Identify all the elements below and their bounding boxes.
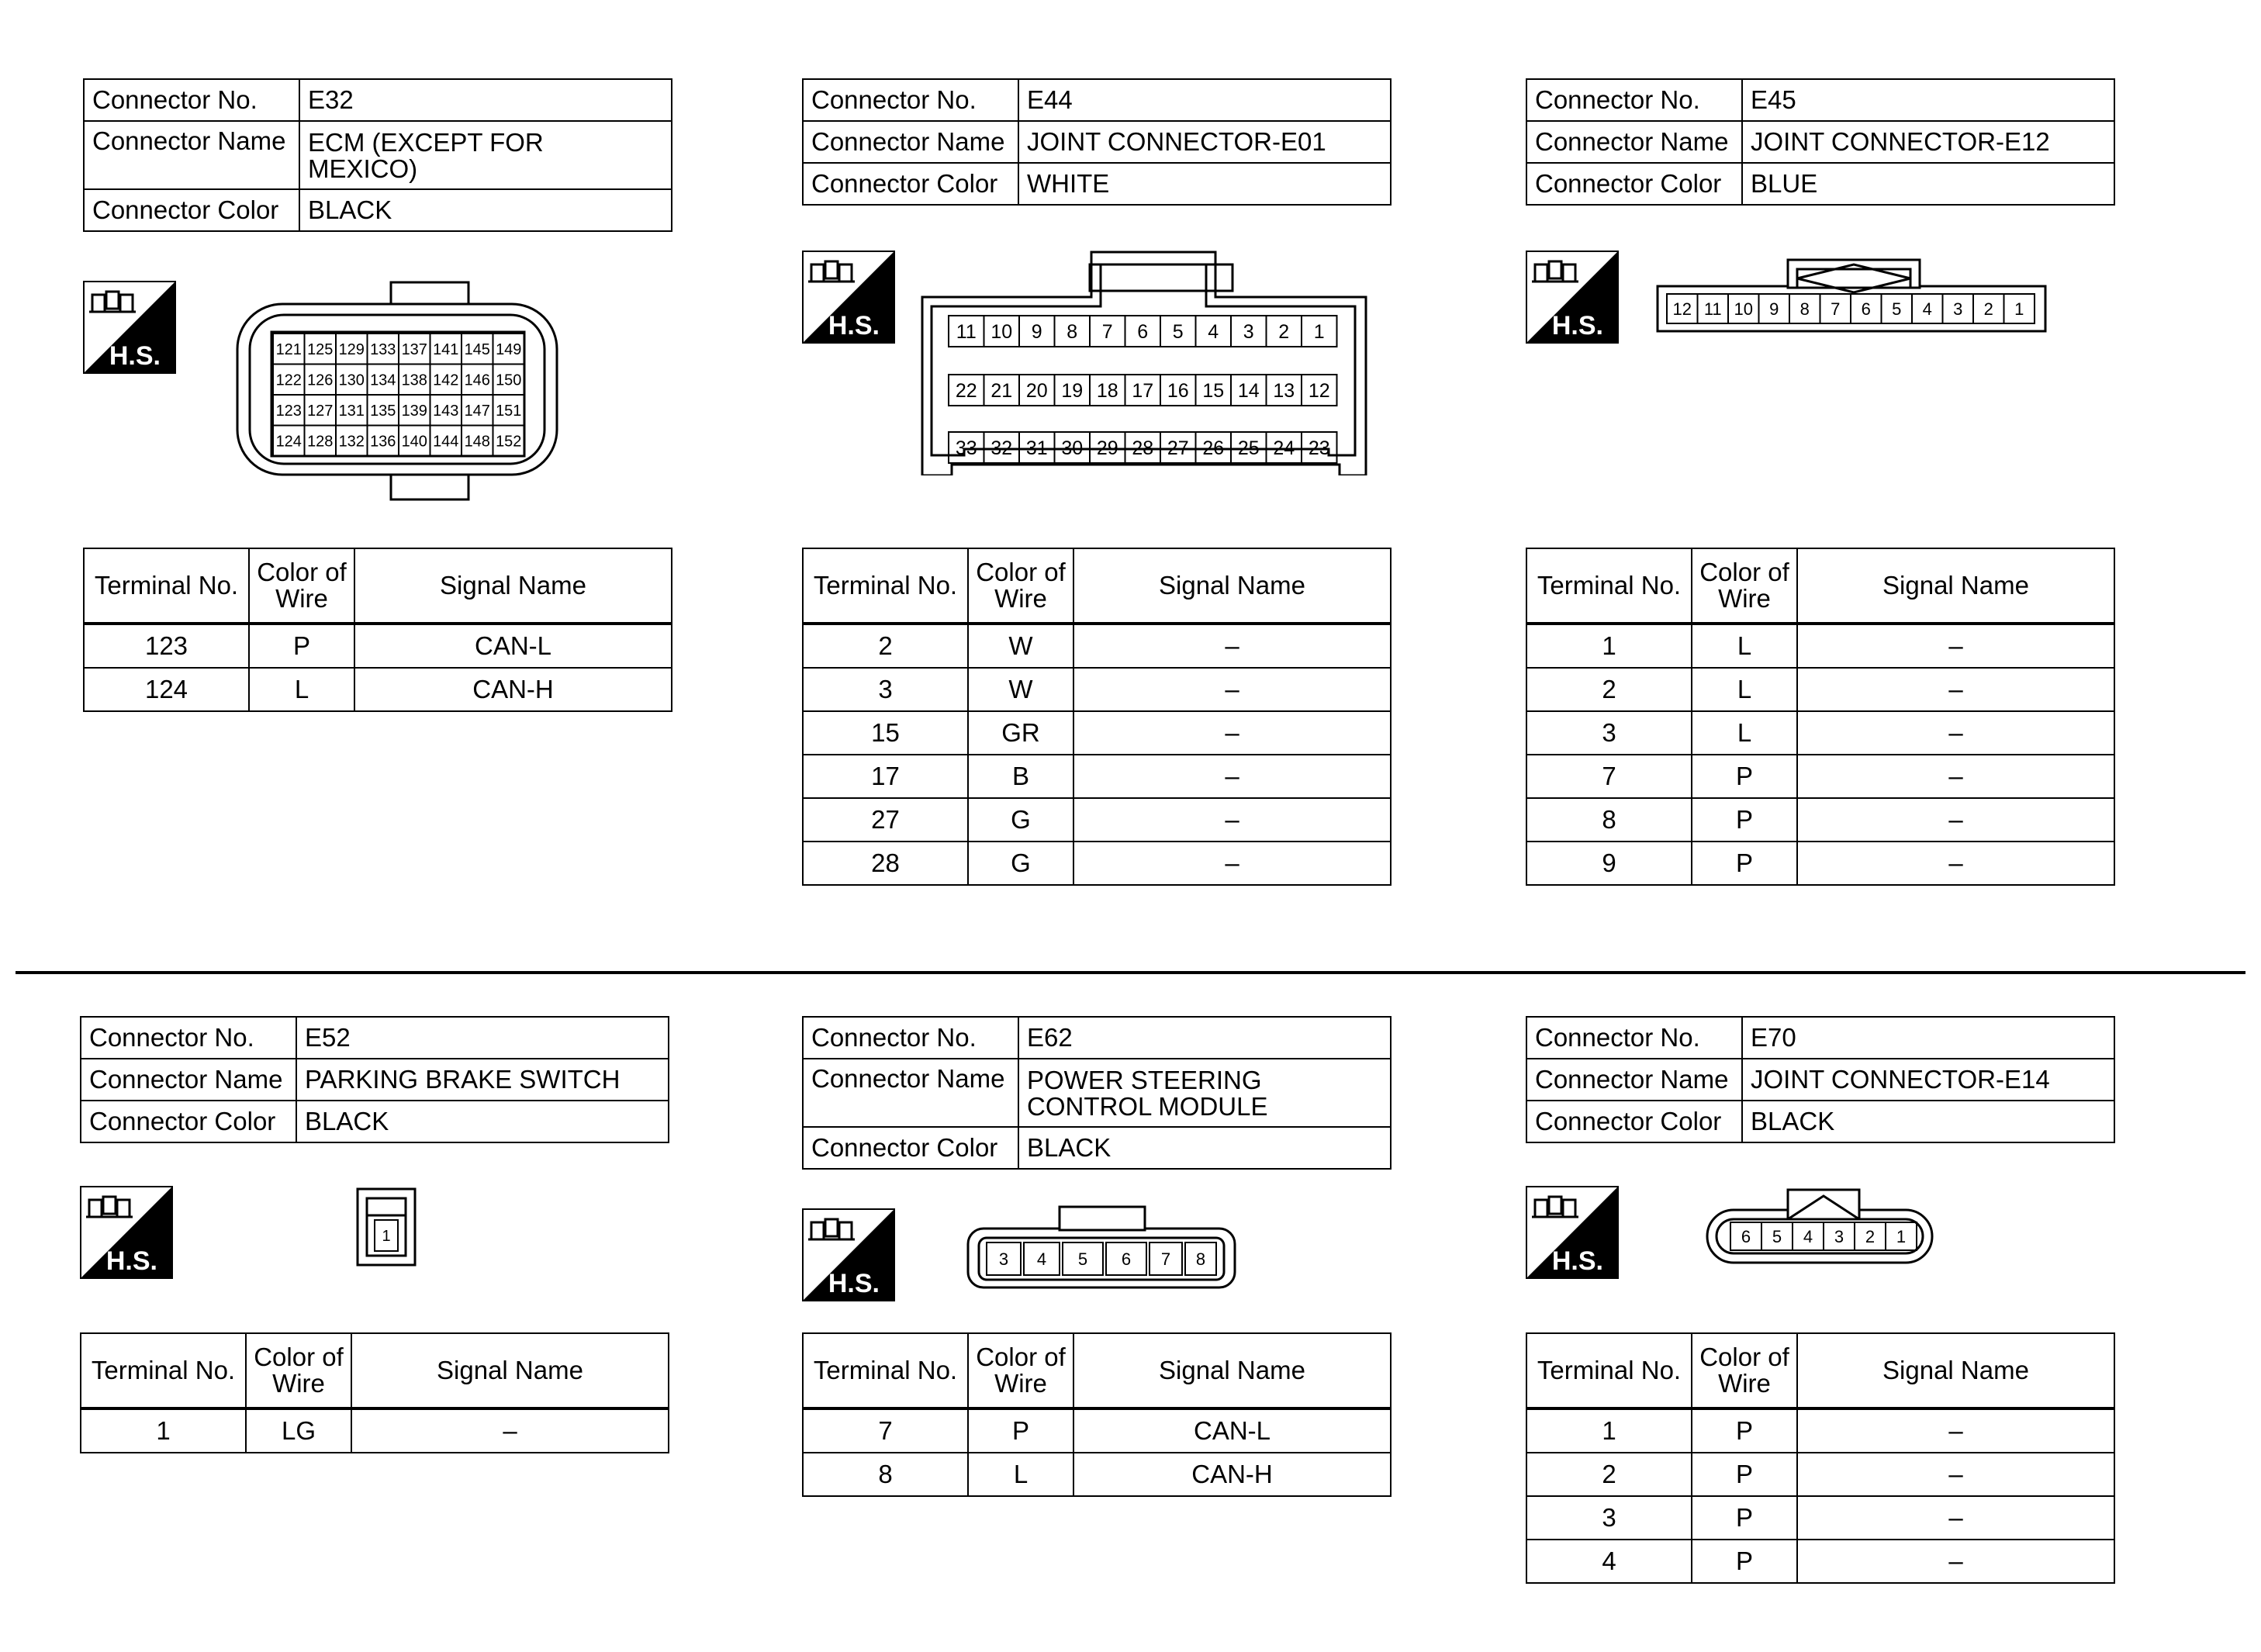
connector-name-label: Connector Name bbox=[1526, 121, 1742, 163]
wire-color-cell: P bbox=[1692, 1453, 1797, 1496]
pin-number: 22 bbox=[955, 380, 977, 402]
pin-number: 150 bbox=[496, 372, 522, 389]
pin-number: 5 bbox=[1772, 1226, 1782, 1246]
connector-name-value: JOINT CONNECTOR-E14 bbox=[1742, 1059, 2114, 1101]
wire-color-header: Color of Wire bbox=[246, 1333, 351, 1408]
signal-name-cell: – bbox=[1797, 668, 2114, 711]
pin-number: 33 bbox=[955, 437, 977, 459]
signal-name-cell: – bbox=[1073, 711, 1391, 755]
connector-color-value: BLACK bbox=[296, 1101, 669, 1142]
connector-no-label: Connector No. bbox=[81, 1017, 296, 1059]
pin-number: 2 bbox=[1983, 299, 1993, 319]
pin-number: 1 bbox=[2014, 299, 2024, 319]
wire-color-cell: P bbox=[1692, 798, 1797, 842]
pin-number: 136 bbox=[370, 433, 396, 451]
wire-color-cell: GR bbox=[968, 711, 1073, 755]
pin-number: 6 bbox=[1121, 1249, 1132, 1269]
connector-face-e62 bbox=[966, 1205, 1238, 1291]
pin-number: 12 bbox=[1672, 299, 1692, 319]
signal-name-cell: CAN-H bbox=[1073, 1453, 1391, 1496]
connector-no-value: E32 bbox=[299, 79, 672, 121]
wire-color-cell: W bbox=[968, 668, 1073, 711]
wire-color-cell: G bbox=[968, 798, 1073, 842]
connector-no-value: E44 bbox=[1018, 79, 1391, 121]
connector-color-label: Connector Color bbox=[81, 1101, 296, 1142]
wire-color-cell: L bbox=[249, 668, 354, 711]
wire-color-cell: L bbox=[1692, 668, 1797, 711]
harness-side-icon bbox=[83, 281, 176, 374]
connector-color-value: BLUE bbox=[1742, 163, 2114, 205]
signal-name-header: Signal Name bbox=[1797, 1333, 2114, 1408]
connector-color-value: BLACK bbox=[1742, 1101, 2114, 1142]
pin-number: 9 bbox=[1769, 299, 1779, 319]
connector-face-e70 bbox=[1706, 1188, 1938, 1274]
terminal-no-cell: 4 bbox=[1526, 1540, 1692, 1583]
terminal-no-header: Terminal No. bbox=[81, 1333, 246, 1408]
pin-number: 137 bbox=[401, 340, 427, 358]
table-row bbox=[81, 1408, 669, 1453]
pin-number: 2 bbox=[1278, 321, 1290, 343]
wire-color-cell: P bbox=[1692, 755, 1797, 798]
signal-name-cell: CAN-H bbox=[354, 668, 672, 711]
table-row bbox=[84, 668, 672, 711]
signal-name-cell: – bbox=[1797, 1496, 2114, 1540]
harness-side-icon bbox=[1526, 251, 1619, 344]
signal-name-cell: – bbox=[1797, 842, 2114, 885]
signal-name-cell: – bbox=[1797, 1408, 2114, 1453]
connector-color-label: Connector Color bbox=[803, 163, 1018, 205]
pin-number: 144 bbox=[433, 433, 459, 451]
terminal-table bbox=[802, 548, 1392, 886]
terminal-table bbox=[80, 1332, 669, 1453]
pin-number: 32 bbox=[990, 437, 1013, 459]
pin-number: 149 bbox=[496, 340, 522, 358]
harness-side-icon bbox=[1526, 1186, 1619, 1279]
pin-number: 7 bbox=[1101, 321, 1113, 343]
terminal-no-cell: 17 bbox=[803, 755, 968, 798]
terminal-no-cell: 9 bbox=[1526, 842, 1692, 885]
table-row bbox=[803, 755, 1391, 798]
pin-number: 28 bbox=[1132, 437, 1154, 459]
pin-number: 131 bbox=[338, 402, 365, 420]
connector-name-value: PARKING BRAKE SWITCH bbox=[296, 1059, 669, 1101]
pin-number: 7 bbox=[1831, 299, 1841, 319]
pin-number: 25 bbox=[1237, 437, 1260, 459]
terminal-no-cell: 2 bbox=[803, 624, 968, 668]
terminal-no-cell: 3 bbox=[803, 668, 968, 711]
pin-number: 11 bbox=[956, 321, 977, 343]
pin-number: 130 bbox=[338, 372, 365, 389]
pin-number: 4 bbox=[1922, 299, 1932, 319]
connector-no-value: E70 bbox=[1742, 1017, 2114, 1059]
connector-block-e70 bbox=[1526, 1016, 2115, 1575]
pin-grid bbox=[273, 334, 524, 456]
pin-number: 121 bbox=[275, 340, 302, 358]
wire-color-header: Color of Wire bbox=[968, 1333, 1073, 1408]
table-row bbox=[1526, 668, 2114, 711]
connector-block-e52 bbox=[80, 1016, 669, 1445]
signal-name-header: Signal Name bbox=[354, 548, 672, 624]
pin-number: 152 bbox=[496, 433, 522, 451]
terminal-no-header: Terminal No. bbox=[1526, 548, 1692, 624]
wire-color-cell: L bbox=[968, 1453, 1073, 1496]
signal-name-cell: – bbox=[1073, 624, 1391, 668]
table-row bbox=[803, 1453, 1391, 1496]
connector-name-value: JOINT CONNECTOR-E12 bbox=[1742, 121, 2114, 163]
connector-color-label: Connector Color bbox=[84, 189, 299, 231]
pin-number: 3 bbox=[998, 1249, 1009, 1269]
harness-side-icon bbox=[802, 251, 895, 344]
connector-name-value: ECM (EXCEPT FOR MEXICO) bbox=[299, 121, 672, 189]
terminal-no-cell: 27 bbox=[803, 798, 968, 842]
pin-number: 142 bbox=[433, 372, 459, 389]
wire-color-cell: B bbox=[968, 755, 1073, 798]
pin-number: 125 bbox=[307, 340, 334, 358]
connector-no-label: Connector No. bbox=[1526, 1017, 1742, 1059]
connector-no-value: E62 bbox=[1018, 1017, 1391, 1059]
pin-number: 23 bbox=[1308, 437, 1330, 459]
pin-number: 6 bbox=[1861, 299, 1871, 319]
connector-block-e44 bbox=[802, 78, 1392, 877]
connector-name-label: Connector Name bbox=[1526, 1059, 1742, 1101]
terminal-no-cell: 1 bbox=[1526, 1408, 1692, 1453]
pin-number: 133 bbox=[370, 340, 396, 358]
connector-name-label: Connector Name bbox=[803, 1059, 1018, 1127]
terminal-no-header: Terminal No. bbox=[803, 548, 968, 624]
pin-number: 9 bbox=[1031, 321, 1042, 343]
terminal-no-header: Terminal No. bbox=[803, 1333, 968, 1408]
table-row bbox=[1526, 711, 2114, 755]
svg-text:H.S.: H.S. bbox=[109, 341, 161, 371]
connector-no-label: Connector No. bbox=[84, 79, 299, 121]
pin-number: 123 bbox=[275, 402, 302, 420]
pin-number: 124 bbox=[275, 433, 302, 451]
table-row bbox=[803, 1408, 1391, 1453]
signal-name-cell: – bbox=[1797, 798, 2114, 842]
connector-face-e52 bbox=[356, 1187, 418, 1268]
table-row bbox=[1526, 624, 2114, 668]
pin-number: 5 bbox=[1892, 299, 1902, 319]
pin-number: 1 bbox=[1896, 1226, 1907, 1246]
pin-number: 128 bbox=[307, 433, 334, 451]
pin-number: 12 bbox=[1308, 380, 1330, 402]
terminal-no-cell: 8 bbox=[803, 1453, 968, 1496]
pin-number: 8 bbox=[1195, 1249, 1206, 1269]
pin-number: 147 bbox=[464, 402, 490, 420]
connector-color-label: Connector Color bbox=[1526, 163, 1742, 205]
wire-color-cell: LG bbox=[246, 1408, 351, 1453]
pin-number: 138 bbox=[401, 372, 427, 389]
pin-number: 1 bbox=[382, 1228, 391, 1246]
pin-number: 17 bbox=[1132, 380, 1154, 402]
signal-name-cell: – bbox=[1073, 755, 1391, 798]
table-row bbox=[803, 798, 1391, 842]
wire-color-header: Color of Wire bbox=[249, 548, 354, 624]
pin-number: 15 bbox=[1202, 380, 1225, 402]
wire-color-header: Color of Wire bbox=[968, 548, 1073, 624]
harness-side-icon bbox=[802, 1208, 895, 1301]
pin-number: 18 bbox=[1096, 380, 1118, 402]
pin-number: 11 bbox=[1703, 299, 1722, 319]
table-row bbox=[1526, 842, 2114, 885]
terminal-no-cell: 2 bbox=[1526, 668, 1692, 711]
svg-text:H.S.: H.S. bbox=[1551, 1246, 1603, 1276]
terminal-no-cell: 1 bbox=[81, 1408, 246, 1453]
table-row bbox=[1526, 1540, 2114, 1583]
wire-color-header: Color of Wire bbox=[1692, 1333, 1797, 1408]
pin-number: 10 bbox=[990, 321, 1013, 343]
pin-number: 132 bbox=[338, 433, 365, 451]
signal-name-cell: – bbox=[351, 1408, 669, 1453]
wire-color-cell: L bbox=[1692, 711, 1797, 755]
wire-color-cell: P bbox=[1692, 1408, 1797, 1453]
terminal-no-header: Terminal No. bbox=[84, 548, 249, 624]
terminal-table bbox=[1526, 1332, 2115, 1584]
pin-number: 145 bbox=[464, 340, 490, 358]
pin-number: 14 bbox=[1237, 380, 1260, 402]
connector-face-e45 bbox=[1656, 258, 2050, 344]
connector-no-value: E45 bbox=[1742, 79, 2114, 121]
pin-number: 3 bbox=[1243, 321, 1254, 343]
wire-color-cell: P bbox=[1692, 1496, 1797, 1540]
svg-text:H.S.: H.S. bbox=[105, 1246, 157, 1276]
pin-number: 139 bbox=[401, 402, 427, 420]
connector-face-e32 bbox=[236, 281, 562, 506]
connector-no-label: Connector No. bbox=[803, 79, 1018, 121]
signal-name-cell: – bbox=[1073, 842, 1391, 885]
pin-number: 20 bbox=[1025, 380, 1048, 402]
pin-number: 143 bbox=[433, 402, 459, 420]
pin-number: 8 bbox=[1067, 321, 1078, 343]
connector-info-table bbox=[83, 78, 672, 232]
signal-name-cell: – bbox=[1073, 668, 1391, 711]
pin-number: 127 bbox=[307, 402, 334, 420]
pin-number: 19 bbox=[1061, 380, 1084, 402]
pin-number: 16 bbox=[1167, 380, 1189, 402]
terminal-no-cell: 2 bbox=[1526, 1453, 1692, 1496]
connector-name-label: Connector Name bbox=[81, 1059, 296, 1101]
terminal-no-cell: 3 bbox=[1526, 711, 1692, 755]
harness-side-icon bbox=[80, 1186, 173, 1279]
table-row bbox=[1526, 798, 2114, 842]
table-row bbox=[803, 842, 1391, 885]
terminal-no-cell: 3 bbox=[1526, 1496, 1692, 1540]
connector-block-e62 bbox=[802, 1016, 1392, 1488]
connector-color-value: BLACK bbox=[299, 189, 672, 231]
pin-number: 1 bbox=[1313, 321, 1325, 343]
table-row bbox=[803, 668, 1391, 711]
signal-name-cell: CAN-L bbox=[1073, 1408, 1391, 1453]
signal-name-cell: – bbox=[1797, 624, 2114, 668]
pin-number: 7 bbox=[1160, 1249, 1171, 1269]
signal-name-cell: – bbox=[1797, 1540, 2114, 1583]
connector-name-value: POWER STEERING CONTROL MODULE bbox=[1018, 1059, 1391, 1127]
signal-name-header: Signal Name bbox=[1797, 548, 2114, 624]
wire-color-cell: P bbox=[1692, 842, 1797, 885]
pin-number: 5 bbox=[1077, 1249, 1088, 1269]
connector-block-e32 bbox=[83, 78, 672, 703]
signal-name-header: Signal Name bbox=[1073, 548, 1391, 624]
signal-name-header: Signal Name bbox=[1073, 1333, 1391, 1408]
connector-name-value: JOINT CONNECTOR-E01 bbox=[1018, 121, 1391, 163]
signal-name-cell: – bbox=[1797, 711, 2114, 755]
pin-grid bbox=[949, 316, 1337, 463]
table-row bbox=[1526, 755, 2114, 798]
signal-name-cell: – bbox=[1797, 1453, 2114, 1496]
svg-text:H.S.: H.S. bbox=[828, 311, 880, 340]
terminal-no-header: Terminal No. bbox=[1526, 1333, 1692, 1408]
pin-number: 13 bbox=[1273, 380, 1295, 402]
pin-number: 148 bbox=[464, 433, 490, 451]
connector-no-value: E52 bbox=[296, 1017, 669, 1059]
connector-name-label: Connector Name bbox=[84, 121, 299, 189]
pin-number: 146 bbox=[464, 372, 490, 389]
terminal-no-cell: 7 bbox=[1526, 755, 1692, 798]
pin-number: 31 bbox=[1025, 437, 1048, 459]
pin-number: 126 bbox=[307, 372, 334, 389]
connector-color-label: Connector Color bbox=[803, 1127, 1018, 1169]
connector-color-label: Connector Color bbox=[1526, 1101, 1742, 1142]
pin-number: 140 bbox=[401, 433, 427, 451]
pin-number: 10 bbox=[1734, 299, 1753, 319]
wire-color-cell: G bbox=[968, 842, 1073, 885]
connector-info-table bbox=[1526, 78, 2115, 206]
connector-info-table bbox=[802, 1016, 1392, 1170]
connector-no-label: Connector No. bbox=[1526, 79, 1742, 121]
connector-face-e44 bbox=[921, 251, 1371, 475]
connector-color-value: BLACK bbox=[1018, 1127, 1391, 1169]
terminal-no-cell: 28 bbox=[803, 842, 968, 885]
pin-number: 30 bbox=[1061, 437, 1084, 459]
pin-number: 3 bbox=[1953, 299, 1963, 319]
connector-info-table bbox=[802, 78, 1392, 206]
pin-number: 4 bbox=[1036, 1249, 1047, 1269]
terminal-no-cell: 8 bbox=[1526, 798, 1692, 842]
signal-name-cell: – bbox=[1797, 755, 2114, 798]
pin-number: 4 bbox=[1208, 321, 1219, 343]
table-row bbox=[1526, 1496, 2114, 1540]
pin-number: 29 bbox=[1096, 437, 1118, 459]
connector-color-value: WHITE bbox=[1018, 163, 1391, 205]
table-row bbox=[84, 624, 672, 668]
pin-number: 134 bbox=[370, 372, 396, 389]
svg-text:H.S.: H.S. bbox=[1551, 311, 1603, 340]
pin-number: 129 bbox=[338, 340, 365, 358]
signal-name-cell: – bbox=[1073, 798, 1391, 842]
wire-color-cell: P bbox=[968, 1408, 1073, 1453]
wire-color-cell: L bbox=[1692, 624, 1797, 668]
pin-number: 135 bbox=[370, 402, 396, 420]
terminal-no-cell: 7 bbox=[803, 1408, 968, 1453]
connector-info-table bbox=[1526, 1016, 2115, 1143]
pin-number: 2 bbox=[1865, 1226, 1876, 1246]
table-row bbox=[803, 711, 1391, 755]
terminal-table bbox=[83, 548, 672, 712]
terminal-table bbox=[802, 1332, 1392, 1497]
table-row bbox=[803, 624, 1391, 668]
terminal-no-cell: 1 bbox=[1526, 624, 1692, 668]
pin-number: 21 bbox=[990, 380, 1013, 402]
terminal-no-cell: 123 bbox=[84, 624, 249, 668]
terminal-no-cell: 15 bbox=[803, 711, 968, 755]
terminal-no-cell: 124 bbox=[84, 668, 249, 711]
pin-number: 4 bbox=[1803, 1226, 1813, 1246]
connector-name-label: Connector Name bbox=[803, 121, 1018, 163]
signal-name-cell: CAN-L bbox=[354, 624, 672, 668]
pin-number: 3 bbox=[1834, 1226, 1844, 1246]
table-row bbox=[1526, 1408, 2114, 1453]
pin-number: 141 bbox=[433, 340, 459, 358]
wire-color-cell: P bbox=[249, 624, 354, 668]
pin-number: 24 bbox=[1273, 437, 1295, 459]
table-row bbox=[1526, 1453, 2114, 1496]
pin-number: 8 bbox=[1799, 299, 1810, 319]
svg-text:H.S.: H.S. bbox=[828, 1269, 880, 1298]
wire-color-cell: W bbox=[968, 624, 1073, 668]
pin-number: 122 bbox=[275, 372, 302, 389]
pin-number: 5 bbox=[1172, 321, 1184, 343]
signal-name-header: Signal Name bbox=[351, 1333, 669, 1408]
connector-no-label: Connector No. bbox=[803, 1017, 1018, 1059]
wire-color-cell: P bbox=[1692, 1540, 1797, 1583]
pin-number: 6 bbox=[1741, 1226, 1751, 1246]
terminal-table bbox=[1526, 548, 2115, 886]
wire-color-header: Color of Wire bbox=[1692, 548, 1797, 624]
connector-info-table bbox=[80, 1016, 669, 1143]
connector-block-e45 bbox=[1526, 78, 2115, 877]
pin-number: 151 bbox=[496, 402, 522, 420]
pin-number: 27 bbox=[1167, 437, 1189, 459]
pin-number: 26 bbox=[1202, 437, 1225, 459]
section-divider bbox=[16, 971, 2245, 974]
pin-number: 6 bbox=[1137, 321, 1149, 343]
